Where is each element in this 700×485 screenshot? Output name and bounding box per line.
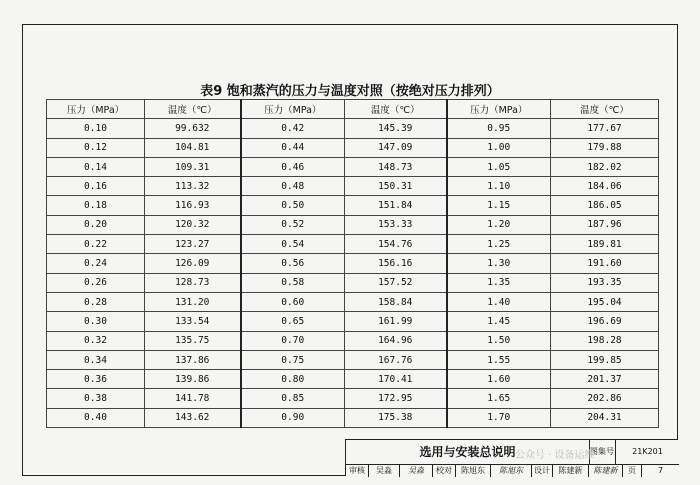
temperature-cell: 154.76 bbox=[345, 235, 447, 254]
temperature-cell: 191.60 bbox=[551, 254, 659, 273]
header-pressure: 压力（MPa） bbox=[241, 100, 345, 119]
pressure-cell: 0.90 bbox=[241, 408, 345, 427]
temperature-cell: 148.73 bbox=[345, 157, 447, 176]
pressure-cell: 1.10 bbox=[447, 177, 551, 196]
pressure-cell: 0.60 bbox=[241, 292, 345, 311]
pressure-cell: 1.20 bbox=[447, 215, 551, 234]
pressure-cell: 0.50 bbox=[241, 196, 345, 215]
pressure-cell: 0.28 bbox=[47, 292, 145, 311]
temperature-cell: 145.39 bbox=[345, 119, 447, 138]
pressure-cell: 0.38 bbox=[47, 389, 145, 408]
pressure-cell: 1.55 bbox=[447, 350, 551, 369]
drawing-title: 选用与安装总说明 bbox=[346, 440, 590, 465]
temperature-cell: 195.04 bbox=[551, 292, 659, 311]
header-temperature: 温度（℃） bbox=[551, 100, 659, 119]
pressure-cell: 1.65 bbox=[447, 389, 551, 408]
temperature-cell: 133.54 bbox=[145, 312, 241, 331]
temperature-cell: 170.41 bbox=[345, 370, 447, 389]
pressure-cell: 0.46 bbox=[241, 157, 345, 176]
pressure-cell: 0.16 bbox=[47, 177, 145, 196]
table-row bbox=[47, 157, 659, 176]
temperature-cell: 116.93 bbox=[145, 196, 241, 215]
temperature-cell: 150.31 bbox=[345, 177, 447, 196]
temperature-cell: 182.02 bbox=[551, 157, 659, 176]
reviewer-signature: 吴淼 bbox=[400, 464, 433, 477]
header-temperature: 温度（℃） bbox=[145, 100, 241, 119]
temperature-cell: 189.81 bbox=[551, 235, 659, 254]
table-row bbox=[47, 215, 659, 234]
header-temperature: 温度（℃） bbox=[345, 100, 447, 119]
table-row bbox=[47, 254, 659, 273]
temperature-cell: 153.33 bbox=[345, 215, 447, 234]
page-label: 页 bbox=[623, 464, 642, 477]
temperature-cell: 123.27 bbox=[145, 235, 241, 254]
designer-name: 陈建新 bbox=[553, 464, 589, 477]
check-label: 校对 bbox=[433, 464, 456, 477]
temperature-cell: 137.86 bbox=[145, 350, 241, 369]
temperature-cell: 172.95 bbox=[345, 389, 447, 408]
pressure-cell: 0.34 bbox=[47, 350, 145, 369]
steam-table bbox=[46, 99, 659, 428]
temperature-cell: 109.31 bbox=[145, 157, 241, 176]
pressure-cell: 1.35 bbox=[447, 273, 551, 292]
table-row bbox=[47, 350, 659, 369]
table-row bbox=[47, 292, 659, 311]
pressure-cell: 0.95 bbox=[447, 119, 551, 138]
watermark: 公众号 · 设备运维 bbox=[515, 450, 595, 461]
table-title: 表9 饱和蒸汽的压力与温度对照（按绝对压力排列） bbox=[200, 84, 500, 99]
page-number: 7 bbox=[657, 466, 664, 475]
temperature-cell: 128.73 bbox=[145, 273, 241, 292]
table-row bbox=[47, 196, 659, 215]
table-row bbox=[47, 119, 659, 138]
pressure-cell: 0.80 bbox=[241, 370, 345, 389]
temperature-cell: 143.62 bbox=[145, 408, 241, 427]
temperature-cell: 179.88 bbox=[551, 138, 659, 157]
header-pressure: 压力（MPa） bbox=[47, 100, 145, 119]
pressure-cell: 0.48 bbox=[241, 177, 345, 196]
title-block bbox=[345, 439, 678, 476]
pressure-cell: 0.10 bbox=[47, 119, 145, 138]
temperature-cell: 193.35 bbox=[551, 273, 659, 292]
table-row bbox=[47, 273, 659, 292]
pressure-cell: 0.20 bbox=[47, 215, 145, 234]
temperature-cell: 196.69 bbox=[551, 312, 659, 331]
pressure-cell: 0.58 bbox=[241, 273, 345, 292]
temperature-cell: 177.67 bbox=[551, 119, 659, 138]
temperature-cell: 198.28 bbox=[551, 331, 659, 350]
checker-name: 陈旭东 bbox=[456, 464, 491, 477]
pressure-cell: 0.12 bbox=[47, 138, 145, 157]
temperature-cell: 104.81 bbox=[145, 138, 241, 157]
pressure-cell: 1.70 bbox=[447, 408, 551, 427]
temperature-cell: 186.05 bbox=[551, 196, 659, 215]
table-row bbox=[47, 331, 659, 350]
temperature-cell: 157.52 bbox=[345, 273, 447, 292]
designer-signature: 陈建新 bbox=[589, 464, 623, 477]
header-row bbox=[47, 100, 659, 119]
temperature-cell: 141.78 bbox=[145, 389, 241, 408]
temperature-cell: 201.37 bbox=[551, 370, 659, 389]
atlas-label: 图集号 bbox=[589, 440, 616, 465]
header-pressure: 压力（MPa） bbox=[447, 100, 551, 119]
temperature-cell: 120.32 bbox=[145, 215, 241, 234]
pressure-cell: 1.50 bbox=[447, 331, 551, 350]
pressure-cell: 1.25 bbox=[447, 235, 551, 254]
temperature-cell: 184.06 bbox=[551, 177, 659, 196]
temperature-cell: 99.632 bbox=[145, 119, 241, 138]
pressure-cell: 0.24 bbox=[47, 254, 145, 273]
temperature-cell: 147.09 bbox=[345, 138, 447, 157]
pressure-cell: 1.05 bbox=[447, 157, 551, 176]
pressure-cell: 0.18 bbox=[47, 196, 145, 215]
pressure-cell: 1.30 bbox=[447, 254, 551, 273]
temperature-cell: 156.16 bbox=[345, 254, 447, 273]
pressure-cell: 0.85 bbox=[241, 389, 345, 408]
reviewer-name: 吴淼 bbox=[369, 464, 400, 477]
pressure-cell: 0.32 bbox=[47, 331, 145, 350]
temperature-cell: 175.38 bbox=[345, 408, 447, 427]
table-row bbox=[47, 408, 659, 427]
temperature-cell: 202.86 bbox=[551, 389, 659, 408]
pressure-cell: 0.75 bbox=[241, 350, 345, 369]
pressure-cell: 0.70 bbox=[241, 331, 345, 350]
temperature-cell: 164.96 bbox=[345, 331, 447, 350]
pressure-cell: 0.54 bbox=[241, 235, 345, 254]
table-row bbox=[47, 389, 659, 408]
table-row bbox=[47, 138, 659, 157]
table-row bbox=[47, 370, 659, 389]
temperature-cell: 158.84 bbox=[345, 292, 447, 311]
review-label: 审核 bbox=[346, 464, 369, 477]
temperature-cell: 135.75 bbox=[145, 331, 241, 350]
temperature-cell: 167.76 bbox=[345, 350, 447, 369]
pressure-cell: 0.44 bbox=[241, 138, 345, 157]
pressure-cell: 1.00 bbox=[447, 138, 551, 157]
design-label: 设计 bbox=[532, 464, 553, 477]
temperature-cell: 187.96 bbox=[551, 215, 659, 234]
pressure-cell: 0.40 bbox=[47, 408, 145, 427]
pressure-cell: 0.30 bbox=[47, 312, 145, 331]
table-row bbox=[47, 177, 659, 196]
pressure-cell: 1.15 bbox=[447, 196, 551, 215]
temperature-cell: 139.86 bbox=[145, 370, 241, 389]
pressure-cell: 1.45 bbox=[447, 312, 551, 331]
atlas-number: 21K201 bbox=[616, 440, 679, 465]
pressure-cell: 0.36 bbox=[47, 370, 145, 389]
pressure-cell: 1.40 bbox=[447, 292, 551, 311]
table-row bbox=[47, 235, 659, 254]
temperature-cell: 151.84 bbox=[345, 196, 447, 215]
temperature-cell: 199.85 bbox=[551, 350, 659, 369]
pressure-cell: 0.52 bbox=[241, 215, 345, 234]
temperature-cell: 131.20 bbox=[145, 292, 241, 311]
pressure-cell: 0.14 bbox=[47, 157, 145, 176]
pressure-cell: 0.65 bbox=[241, 312, 345, 331]
temperature-cell: 126.09 bbox=[145, 254, 241, 273]
pressure-cell: 0.26 bbox=[47, 273, 145, 292]
temperature-cell: 204.31 bbox=[551, 408, 659, 427]
pressure-cell: 0.22 bbox=[47, 235, 145, 254]
pressure-cell: 1.60 bbox=[447, 370, 551, 389]
table-row bbox=[47, 312, 659, 331]
temperature-cell: 161.99 bbox=[345, 312, 447, 331]
pressure-cell: 0.56 bbox=[241, 254, 345, 273]
temperature-cell: 113.32 bbox=[145, 177, 241, 196]
checker-signature: 陈旭东 bbox=[491, 464, 532, 477]
pressure-cell: 0.42 bbox=[241, 119, 345, 138]
